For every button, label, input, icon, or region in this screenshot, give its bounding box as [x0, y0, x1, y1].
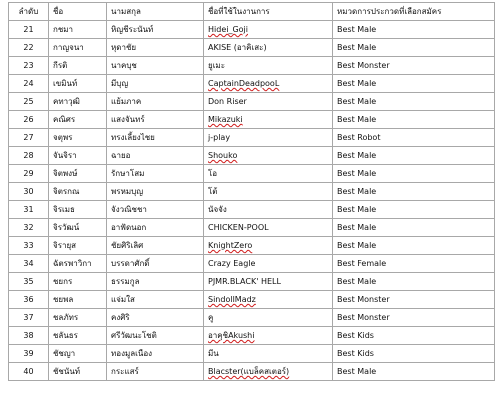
cell-no: 38 [9, 327, 49, 345]
cell-first-name: ชลภัทร [49, 309, 107, 327]
cell-last-name: รักษาโสม [107, 165, 204, 183]
cell-first-name: กาญจนา [49, 39, 107, 57]
cell-alias [204, 75, 333, 93]
cell-alias: มีน [204, 345, 333, 363]
table-row [9, 237, 495, 255]
cell-first-name: ชยพล [49, 291, 107, 309]
cell-no: 37 [9, 309, 49, 327]
cell-last-name: ชัยศิริเลิศ [107, 237, 204, 255]
cell-category: Best Robot [333, 129, 495, 147]
cell-no: 21 [9, 21, 49, 39]
cell-last-name: ทองมูลเนือง [107, 345, 204, 363]
table-row [9, 309, 495, 327]
table-row [9, 93, 495, 111]
alias-text-flagged: Mikazuki [208, 115, 243, 124]
cell-alias: j-play [204, 129, 333, 147]
cell-first-name: ชยกร [49, 273, 107, 291]
table-row [9, 219, 495, 237]
table-row [9, 273, 495, 291]
header-row [9, 3, 495, 21]
cell-first-name: กีรติ [49, 57, 107, 75]
table-row [9, 75, 495, 93]
alias-text-flagged: Shouko [208, 151, 238, 160]
cell-alias [204, 21, 333, 39]
cell-last-name: กระแสร์ [107, 363, 204, 381]
cell-last-name: ธรรมกูล [107, 273, 204, 291]
cell-no: 25 [9, 93, 49, 111]
table-row [9, 129, 495, 147]
cell-category: Best Male [333, 183, 495, 201]
table-row [9, 327, 495, 345]
cell-no: 39 [9, 345, 49, 363]
cell-alias: PJMR.BLACK' HELL [204, 273, 333, 291]
cell-first-name: จันจิรา [49, 147, 107, 165]
cell-category: Best Male [333, 273, 495, 291]
cell-no: 27 [9, 129, 49, 147]
cell-category: Best Male [333, 111, 495, 129]
alias-text-flagged: SindollMadz [208, 295, 256, 304]
cell-category: Best Monster [333, 57, 495, 75]
cell-no: 40 [9, 363, 49, 381]
cell-last-name: แย้มภาค [107, 93, 204, 111]
table-row [9, 147, 495, 165]
cell-alias: โต้ [204, 183, 333, 201]
cell-last-name: คงศิริ [107, 309, 204, 327]
cell-category: Best Monster [333, 291, 495, 309]
cell-no: 33 [9, 237, 49, 255]
cell-category: Best Kids [333, 345, 495, 363]
cell-alias: AKISE (อาคิเสะ) [204, 39, 333, 57]
table-row [9, 57, 495, 75]
cell-first-name: ฉัตรพาวิกา [49, 255, 107, 273]
table-row [9, 21, 495, 39]
header-last-name: นามสกุล [107, 3, 204, 21]
table-row [9, 255, 495, 273]
header-first-name: ชื่อ [49, 3, 107, 21]
cell-category: Best Male [333, 147, 495, 165]
cell-category: Best Male [333, 39, 495, 57]
cell-category: Best Male [333, 219, 495, 237]
table-row [9, 111, 495, 129]
cell-first-name: ชลันธร [49, 327, 107, 345]
table-row [9, 165, 495, 183]
cell-last-name: หิญชีระนันท์ [107, 21, 204, 39]
cell-no: 34 [9, 255, 49, 273]
cell-category: Best Male [333, 201, 495, 219]
cell-alias: นัจจัง [204, 201, 333, 219]
cell-no: 26 [9, 111, 49, 129]
alias-text-flagged: KnightZero [208, 241, 253, 250]
header-category: หมวดการประกวดที่เลือกสมัคร [333, 3, 495, 21]
table-row [9, 39, 495, 57]
cell-no: 29 [9, 165, 49, 183]
alias-text-flagged: CaptainDeadpooL [208, 79, 280, 88]
cell-last-name: มีบุญ [107, 75, 204, 93]
cell-first-name: จิรเมธ [49, 201, 107, 219]
header-alias: ชื่อที่ใช้ในงานการ [204, 3, 333, 21]
cell-first-name: จิรายุส [49, 237, 107, 255]
cell-category: Best Female [333, 255, 495, 273]
cell-no: 24 [9, 75, 49, 93]
table-row [9, 363, 495, 381]
table-body [9, 21, 495, 381]
cell-no: 31 [9, 201, 49, 219]
contestant-table [8, 2, 495, 381]
cell-last-name: ศรีวัฒนะโชติ [107, 327, 204, 345]
cell-alias: โอ [204, 165, 333, 183]
cell-last-name: นาคบุช [107, 57, 204, 75]
cell-last-name: จังวณิชชา [107, 201, 204, 219]
cell-category: Best Male [333, 165, 495, 183]
cell-alias: Don Riser [204, 93, 333, 111]
cell-no: 32 [9, 219, 49, 237]
cell-alias: ยูเมะ [204, 57, 333, 75]
cell-last-name: บรรดาศักดิ์ [107, 255, 204, 273]
cell-alias [204, 237, 333, 255]
cell-alias: Crazy Eagle [204, 255, 333, 273]
cell-first-name: จิรวัฒน์ [49, 219, 107, 237]
cell-no: 28 [9, 147, 49, 165]
cell-category: Best Monster [333, 309, 495, 327]
cell-category: Best Male [333, 237, 495, 255]
alias-text-flagged: อาคุชิAkushi [208, 331, 255, 340]
cell-first-name: กชมา [49, 21, 107, 39]
cell-category: Best Male [333, 93, 495, 111]
header-no: ลำดับ [9, 3, 49, 21]
cell-no: 23 [9, 57, 49, 75]
table-row [9, 345, 495, 363]
cell-first-name: เขมินท์ [49, 75, 107, 93]
cell-category: Best Male [333, 363, 495, 381]
table-row [9, 291, 495, 309]
cell-last-name: อาฟัดนอก [107, 219, 204, 237]
cell-alias [204, 147, 333, 165]
cell-alias [204, 111, 333, 129]
cell-category: Best Male [333, 21, 495, 39]
cell-first-name: จตุพร [49, 129, 107, 147]
cell-category: Best Male [333, 75, 495, 93]
cell-alias [204, 327, 333, 345]
cell-last-name: หุดาชัย [107, 39, 204, 57]
table-row [9, 183, 495, 201]
cell-no: 36 [9, 291, 49, 309]
cell-first-name: คทาวุฒิ [49, 93, 107, 111]
alias-text-flagged: Hidei_Goji [208, 25, 248, 34]
cell-first-name: ชัชนันท์ [49, 363, 107, 381]
cell-first-name: จิตรกณ [49, 183, 107, 201]
cell-last-name: พรหมบุญ [107, 183, 204, 201]
cell-category: Best Kids [333, 327, 495, 345]
cell-first-name: จิตพงษ์ [49, 165, 107, 183]
cell-alias [204, 291, 333, 309]
cell-first-name: คณิศร [49, 111, 107, 129]
cell-first-name: ชัชญา [49, 345, 107, 363]
cell-no: 35 [9, 273, 49, 291]
cell-alias [204, 363, 333, 381]
cell-alias: CHICKEN-POOL [204, 219, 333, 237]
cell-no: 30 [9, 183, 49, 201]
cell-last-name: แจ่มใส [107, 291, 204, 309]
alias-text-flagged: Blacster(แบล็คสเตอร์) [208, 367, 290, 376]
cell-alias: คู [204, 309, 333, 327]
cell-last-name: ทรงเลี้ยงไชย [107, 129, 204, 147]
cell-last-name: แสงจันทร์ [107, 111, 204, 129]
sheet [8, 2, 495, 381]
cell-last-name: ฉายอ [107, 147, 204, 165]
cell-no: 22 [9, 39, 49, 57]
table-row [9, 201, 495, 219]
